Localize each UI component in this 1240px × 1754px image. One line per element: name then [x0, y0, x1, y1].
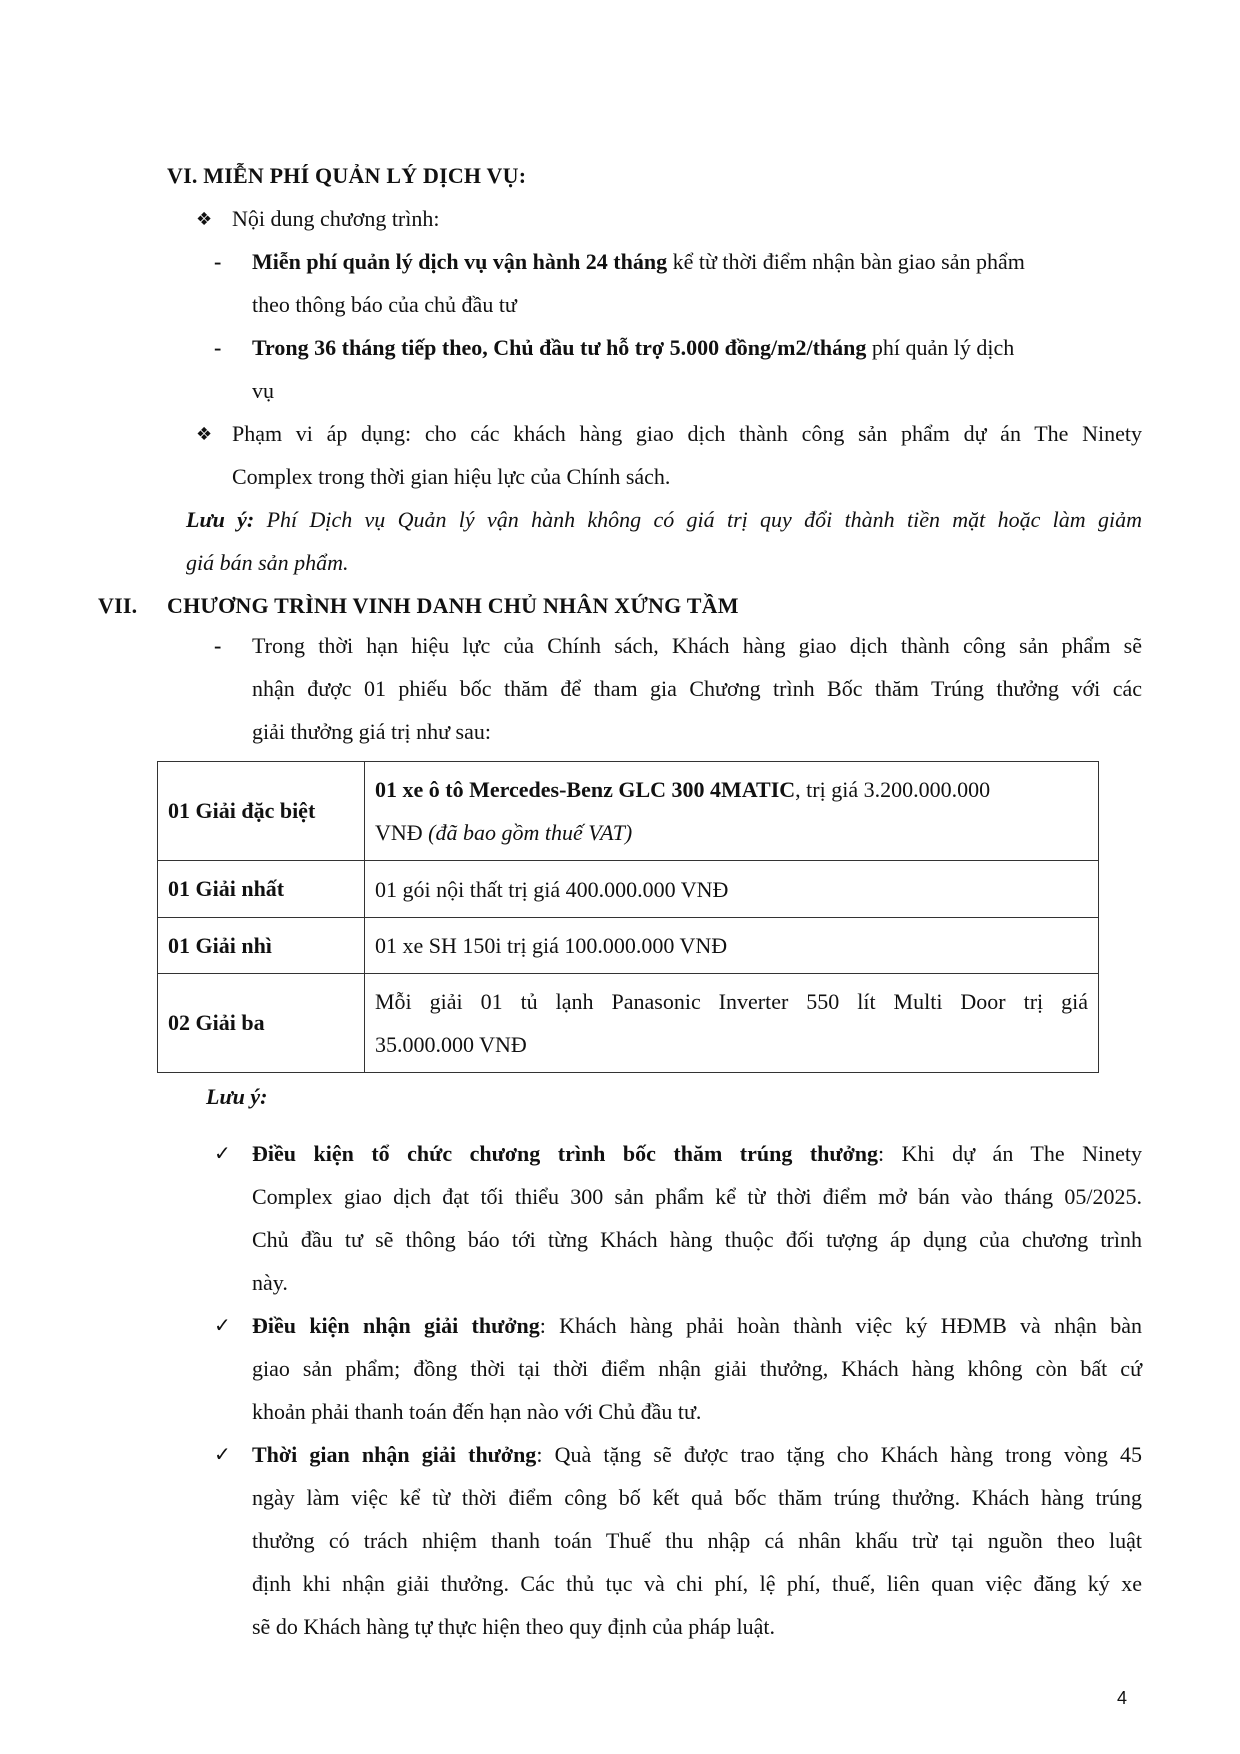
- cond-1-line-1: Điều kiện tổ chức chương trình bốc thăm trúng thưởng: Khi dự án The Ninety: [252, 1141, 1142, 1166]
- intro-line-2: nhận được 01 phiếu bốc thăm để tham gia Chương trình Bốc thăm Trúng thưởng với các: [252, 676, 1142, 701]
- cond-2-line-2: giao sản phẩm; đồng thời tại thời điểm nhận giải thưởng, Khách hàng không còn bất cứ: [252, 1356, 1142, 1381]
- content-label: Nội dung chương trình:: [232, 206, 440, 231]
- note-line-1: Lưu ý: Phí Dịch vụ Quản lý vận hành không có giá trị quy đổi thành tiền mặt hoặc làm giảm: [186, 507, 1142, 532]
- intro-line-1: Trong thời hạn hiệu lực của Chính sách, Khách hàng giao dịch thành công sản phẩm sẽ: [252, 633, 1142, 658]
- page-number: 4: [1117, 1688, 1128, 1708]
- item-1-line-1: Miễn phí quản lý dịch vụ vận hành 24 tháng kể từ thời điểm nhận bàn giao sản phẩm: [252, 249, 1025, 274]
- diamond-bullet-icon: ❖: [196, 424, 213, 445]
- prize-desc: Mỗi giải 01 tủ lạnh Panasonic Inverter 550 lít Multi Door trị giá 35.000.000 VNĐ: [365, 974, 1099, 1073]
- item-2-line-1: Trong 36 tháng tiếp theo, Chủ đầu tư hỗ trợ 5.000 đồng/m2/tháng phí quản lý dịch: [252, 335, 1015, 360]
- diamond-bullet-icon: ❖: [196, 209, 213, 230]
- scope-line-1: Phạm vi áp dụng: cho các khách hàng giao dịch thành công sản phẩm dự án The Ninety: [232, 421, 1142, 446]
- item-2-line-2: vụ: [252, 378, 274, 403]
- table-row: [158, 861, 1099, 918]
- prize-name: 01 Giải nhất: [158, 861, 365, 918]
- table-row: [158, 762, 1099, 861]
- prize-table: [157, 761, 1099, 1073]
- cond-3-line-5: sẽ do Khách hàng tự thực hiện theo quy định của pháp luật.: [252, 1614, 775, 1639]
- prize-desc: 01 xe SH 150i trị giá 100.000.000 VNĐ: [365, 918, 1099, 974]
- cond-1-line-2: Complex giao dịch đạt tối thiểu 300 sản phẩm kể từ thời điểm mở bán vào tháng 05/2025.: [252, 1184, 1142, 1209]
- section-7-numeral: VII.: [98, 593, 138, 618]
- dash-bullet: -: [214, 335, 222, 360]
- section-7-heading: CHƯƠNG TRÌNH VINH DANH CHỦ NHÂN XỨNG TẦM: [167, 593, 739, 618]
- cond-1-line-4: này.: [252, 1270, 288, 1295]
- cond-3-line-2: ngày làm việc kể từ thời điểm công bố kết quả bốc thăm trúng thưởng. Khách hàng trúng: [252, 1485, 1142, 1510]
- dash-bullet: -: [214, 633, 222, 658]
- note-label: Lưu ý:: [206, 1084, 268, 1109]
- section-6-heading: VI. MIỄN PHÍ QUẢN LÝ DỊCH VỤ:: [167, 163, 527, 188]
- note-line-2: giá bán sản phẩm.: [186, 550, 349, 575]
- prize-name: 01 Giải nhì: [158, 918, 365, 974]
- cond-1-line-3: Chủ đầu tư sẽ thông báo tới từng Khách hàng thuộc đối tượng áp dụng của chương trình: [252, 1227, 1142, 1252]
- table-row: [158, 918, 1099, 974]
- cond-3-line-4: định khi nhận giải thưởng. Các thủ tục và chi phí, lệ phí, thuế, liên quan việc đăng ký xe: [252, 1571, 1142, 1596]
- cond-2-line-3: khoản phải thanh toán đến hạn nào với Chủ đầu tư.: [252, 1399, 702, 1424]
- checkmark-icon: ✓: [214, 1442, 231, 1466]
- cond-3-line-1: Thời gian nhận giải thưởng: Quà tặng sẽ được trao tặng cho Khách hàng trong vòng 45: [252, 1442, 1142, 1467]
- checkmark-icon: ✓: [214, 1141, 231, 1165]
- cond-3-line-3: thưởng có trách nhiệm thanh toán Thuế thu nhập cá nhân khấu trừ tại nguồn theo luật: [252, 1528, 1142, 1553]
- prize-desc: 01 xe ô tô Mercedes-Benz GLC 300 4MATIC, trị giá 3.200.000.000 VNĐ (đã bao gồm thuế VAT): [365, 762, 1099, 861]
- cond-2-line-1: Điều kiện nhận giải thưởng: Khách hàng phải hoàn thành việc ký HĐMB và nhận bàn: [252, 1313, 1142, 1338]
- checkmark-icon: ✓: [214, 1313, 231, 1337]
- scope-line-2: Complex trong thời gian hiệu lực của Chính sách.: [232, 464, 671, 489]
- prize-name: 02 Giải ba: [158, 974, 365, 1073]
- prize-desc: 01 gói nội thất trị giá 400.000.000 VNĐ: [365, 861, 1099, 918]
- intro-line-3: giải thưởng giá trị như sau:: [252, 719, 491, 744]
- item-1-line-2: theo thông báo của chủ đầu tư: [252, 292, 517, 317]
- table-row: [158, 974, 1099, 1073]
- dash-bullet: -: [214, 249, 222, 274]
- prize-name: 01 Giải đặc biệt: [158, 762, 365, 861]
